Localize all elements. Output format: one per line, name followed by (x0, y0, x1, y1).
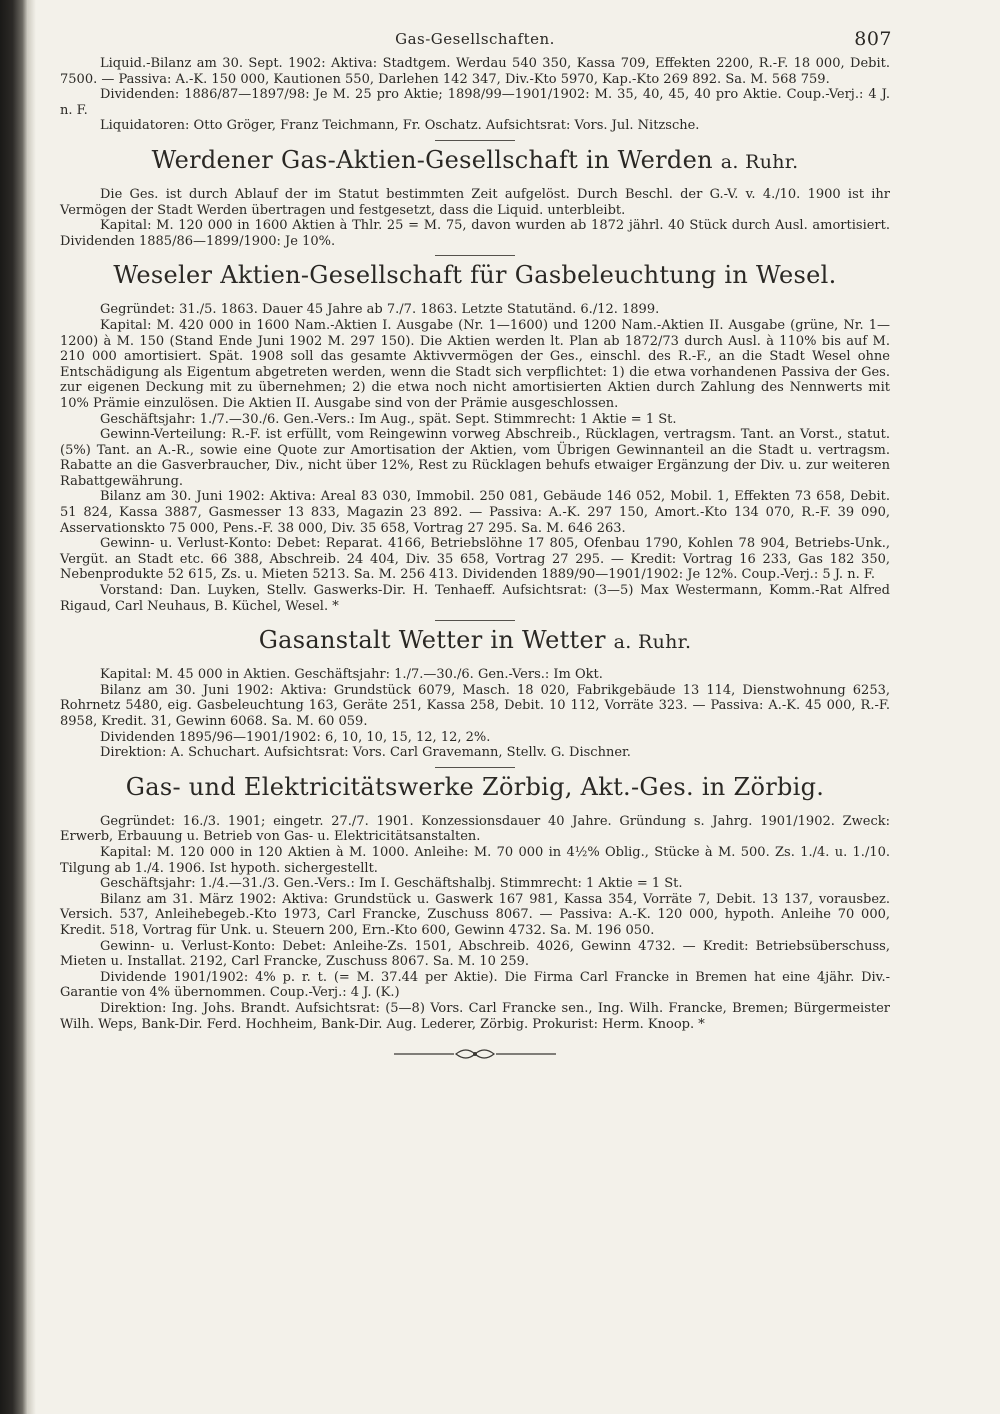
company-title (60, 145, 890, 177)
section-divider (435, 620, 515, 621)
page-content (60, 22, 890, 1062)
company-title-main: Weseler Aktien-Gesellschaft für Gasbeleuchtung in Wesel. (113, 261, 837, 290)
section-divider (435, 255, 515, 256)
entry-paragraph: Direktion: Ing. Johs. Brandt. Aufsichtsrat: (5—8) Vors. Carl Francke sen., Ing. Wilh. Francke, Bremen; Bürgermeister Wilh. Weps, Bank-Dir. Ferd. Hochheim, Bank-Dir. Aug. Lederer, Zörbig. Prokurist: Herm. Knoop. * (60, 1000, 890, 1032)
entry-paragraph: Kapital: M. 420 000 in 1600 Nam.-Aktien I. Ausgabe (Nr. 1—1600) und 1200 Nam.-Aktien II. Ausgabe (grüne, Nr. 1—1200) à M. 150 (Stand Ende Juni 1902 M. 297 150). Die Aktien werden lt. Plan ab 1872/73 durch Ausl. à 110% bis auf M. 210 000 amortisiert. Spät. 1908 soll das gesamte Aktivvermögen der Ges., einschl. des R.-F., an die Stadt Wesel ohne Entschädigung als Eigentum abgetreten werden, wenn die Stadt sich verpflichtet: 1) die etwa vorhandenen Passiva der Ges. zur eigenen Deckung mit zu übernehmen; 2) die etwa noch nicht amortisierten Aktien durch Zahlung des Nennwerts mit 10% Prämie einzulösen. Die Aktien II. Ausgabe sind von der Prämie ausgeschlossen. (60, 317, 890, 411)
entry-paragraph: Direktion: A. Schuchart. Aufsichtsrat: Vors. Carl Gravemann, Stellv. G. Dischner. (100, 745, 631, 761)
section-zoerbig (60, 772, 890, 1032)
entry-paragraph: Liquid.-Bilanz am 30. Sept. 1902: Aktiva: Stadtgem. Werdau 540 350, Kassa 709, Effekten 2200, R.-F. 18 000, Debit. 7500. — Passiva: A.-K. 150 000, Kautionen 550, Darlehen 142 347, Div.-Kto 5970, Kap.-Kto 269 892. Sa. M. 568 759. (60, 56, 890, 87)
section-continuation (60, 56, 890, 134)
entry-paragraph: Geschäftsjahr: 1./7.—30./6. Gen.-Vers.: Im Aug., spät. Sept. Stimmrecht: 1 Aktie = 1 St. (100, 411, 677, 427)
company-title-suffix: a. Ruhr. (720, 150, 799, 173)
company-title-suffix: a. Ruhr. (613, 631, 692, 654)
entry-paragraph: Gewinn- u. Verlust-Konto: Debet: Reparat. 4166, Betriebslöhne 17 805, Ofenbau 1790, Kohlen 78 904, Betriebs-Unk., Vergüt. an Stadt etc. 66 388, Abschreib. 24 404, Div. 35 658, Vortrag 27 295. — Kredit: Vortrag 16 233, Gas 182 350, Nebenprodukte 52 615, Zs. u. Mieten 5213. Sa. M. 256 413. Dividenden 1889/90—1901/1902: Je 12%. Coup.-Verj.: 5 J. n. F. (60, 536, 890, 583)
section-divider (435, 767, 515, 768)
entry-paragraph: Vorstand: Dan. Luyken, Stellv. Gaswerks-Dir. H. Tenhaeff. Aufsichtsrat: (3—5) Max Westermann, Komm.-Rat Alfred Rigaud, Carl Neuhaus, B. Küchel, Wesel. * (60, 583, 890, 614)
entry-paragraph: Kapital: M. 120 000 in 1600 Aktien à Thlr. 25 = M. 75, davon wurden ab 1872 jährl. 40 Stück durch Ausl. amortisiert. Dividenden 1885/86—1899/1900: Je 10%. (60, 218, 890, 249)
entry-paragraph: Liquidatoren: Otto Gröger, Franz Teichmann, Fr. Oschatz. Aufsichtsrat: Vors. Jul. Nitzsche. (100, 118, 700, 134)
company-title-main: Gas- und Elektricitätswerke Zörbig, Akt.-Ges. in Zörbig. (125, 772, 825, 801)
page-number: 807 (854, 28, 892, 50)
entry-paragraph: Kapital: M. 120 000 in 120 Aktien à M. 1000. Anleihe: M. 70 000 in 4½% Oblig., Stücke à M. 500. Zs. 1./4. u. 1./10. Tilgung ab 1./4. 1906. Ist hypoth. sichergestellt. (60, 844, 890, 876)
ornament-svg (390, 1046, 560, 1062)
end-ornament-icon (390, 1046, 560, 1062)
company-title (60, 625, 890, 657)
entry-paragraph: Gewinn- u. Verlust-Konto: Debet: Anleihe-Zs. 1501, Abschreib. 4026, Gewinn 4732. — Kredit: Betriebsüberschuss, Mieten u. Installat. 2192, Carl Francke, Zuschuss 8067. Sa. M. 10 259. (60, 938, 890, 970)
section-werden (60, 145, 890, 249)
entry-paragraph: Dividenden 1895/96—1901/1902: 6, 10, 10, 15, 12, 12, 2%. (100, 729, 491, 745)
entry-paragraph: Gewinn-Verteilung: R.-F. ist erfüllt, vom Reingewinn vorweg Abschreib., Rücklagen, vertragsm. Tant. an Vorst., statut. (5%) Tant. an A.-R., sowie eine Quote zur Amortisation der Aktien, vom Übrigen Gewinnanteil an die Stadt u. vertragsm. Rabatte an die Gasverbraucher, Div., nicht über 12%, Rest zu Rücklagen behufs etwaiger Ergänzung der Div. u. zur weiteren Rabattgewährung. (60, 427, 890, 489)
entry-paragraph: Dividenden: 1886/87—1897/98: Je M. 25 pro Aktie; 1898/99—1901/1902: M. 35, 40, 45, 40 pro Aktie. Coup.-Verj.: 4 J. n. F. (60, 87, 890, 118)
entry-paragraph: Gegründet: 16./3. 1901; eingetr. 27./7. 1901. Konzessionsdauer 40 Jahre. Gründung s. Jahrg. 1901/1902. Zweck: Erwerb, Erbauung u. Betrieb von Gas- u. Elektricitätsanstalten. (60, 813, 890, 845)
entry-paragraph: Bilanz am 31. März 1902: Aktiva: Grundstück u. Gaswerk 167 981, Kassa 354, Vorräte 7, Debit. 13 137, vorausbez. Versich. 537, Anleihebegeb.-Kto 1973, Carl Francke, Zuschuss 8067. — Passiva: A.-K. 120 000, hypoth. Anleihe 70 000, Kredit. 518, Vortrag für Unk. u. Steuern 200, Ern.-Kto 600, Gewinn 4732. Sa. M. 196 050. (60, 891, 890, 938)
section-wetter (60, 625, 890, 761)
entry-paragraph: Geschäftsjahr: 1./4.—31./3. Gen.-Vers.: Im I. Geschäftshalbj. Stimmrecht: 1 Aktie = 1 St. (100, 876, 683, 892)
running-head (60, 22, 890, 56)
entry-paragraph: Bilanz am 30. Juni 1902: Aktiva: Areal 83 030, Immobil. 250 081, Gebäude 146 052, Mobil. 1, Effekten 73 658, Debit. 51 824, Kassa 3887, Gasmesser 13 833, Magazin 23 892. — Passiva: A.-K. 297 150, Amort.-Kto 134 070, R.-F. 39 090, Asservationskto 75 000, Pens.-F. 38 000, Div. 35 658, Vortrag 27 295. Sa. M. 646 263. (60, 489, 890, 536)
book-spine-shadow (0, 0, 28, 1414)
entry-paragraph: Kapital: M. 45 000 in Aktien. Geschäftsjahr: 1./7.—30./6. Gen.-Vers.: Im Okt. (100, 667, 603, 683)
entry-paragraph: Gegründet: 31./5. 1863. Dauer 45 Jahre ab 7./7. 1863. Letzte Statutänd. 6./12. 1899. (100, 302, 660, 318)
company-title (60, 260, 890, 292)
section-divider (435, 140, 515, 141)
section-wesel (60, 260, 890, 614)
running-head-title: Gas-Gesellschaften. (395, 30, 555, 48)
entry-paragraph: Bilanz am 30. Juni 1902: Aktiva: Grundstück 6079, Masch. 18 020, Fabrikgebäude 13 114, Dienstwohnung 6253, Rohrnetz 5480, eig. Gasbeleuchtung 163, Geräte 251, Kassa 258, Debit. 10 112, Vorräte 323. — Passiva: A.-K. 45 000, R.-F. 8958, Kredit. 31, Gewinn 6068. Sa. M. 60 059. (60, 682, 890, 729)
company-title (60, 772, 890, 804)
entry-paragraph: Dividende 1901/1902: 4% p. r. t. (= M. 37.44 per Aktie). Die Firma Carl Francke in Bremen hat eine 4jähr. Div.-Garantie von 4% übernommen. Coup.-Verj.: 4 J. (K.) (60, 969, 890, 1001)
book-gutter (28, 0, 36, 1414)
company-title-main: Werdener Gas-Aktien-Gesellschaft in Werden (151, 145, 713, 174)
entry-paragraph: Die Ges. ist durch Ablauf der im Statut bestimmten Zeit aufgelöst. Durch Beschl. der G.-V. v. 4./10. 1900 ist ihr Vermögen der Stadt Werden übertragen und festgesetzt, dass die Liquid. unterbleibt. (60, 186, 890, 218)
company-title-main: Gasanstalt Wetter in Wetter (258, 626, 606, 655)
